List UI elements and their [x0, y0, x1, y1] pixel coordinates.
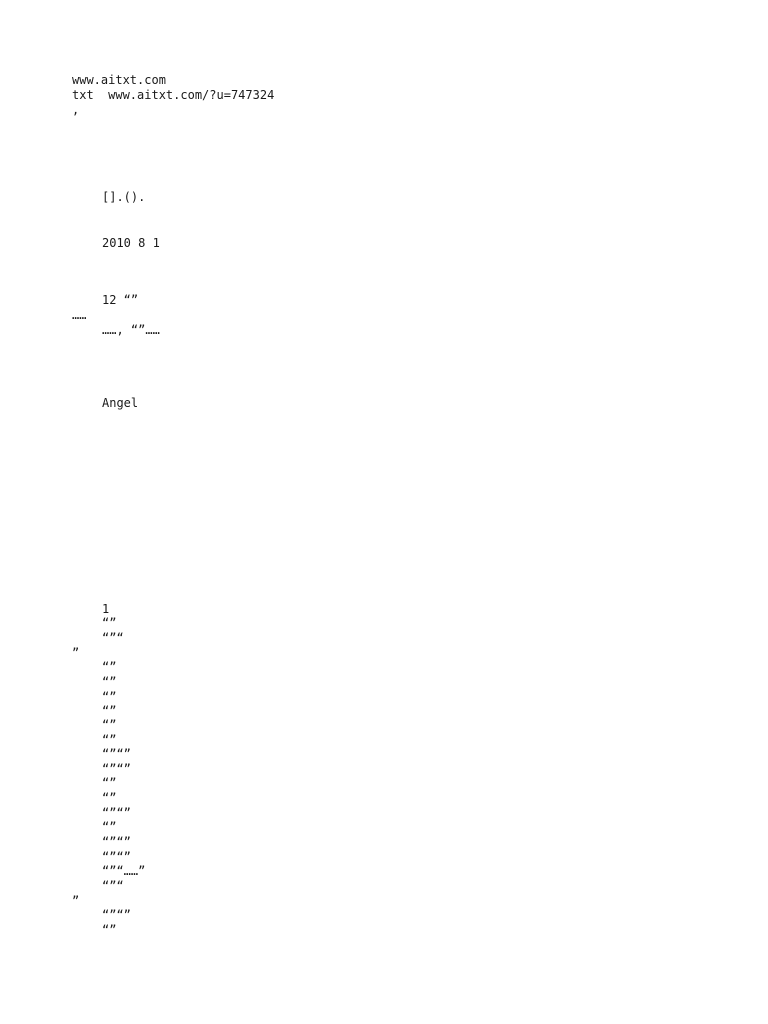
source-site-line: www.aitxt.com: [72, 73, 166, 87]
text-line: “”“”: [102, 835, 131, 849]
text-line: “”“”: [102, 850, 131, 864]
text-line: “”: [102, 791, 117, 805]
chapter-number: 1: [102, 602, 110, 616]
text-line: ”: [72, 894, 80, 908]
date-line: 2010 8 1: [102, 236, 160, 250]
character-name-angel: Angel: [102, 396, 139, 410]
text-line: “”: [102, 704, 117, 718]
text-line: “”“”: [102, 806, 131, 820]
text-line: “”“”: [102, 762, 131, 776]
text-line: “”“”: [102, 747, 131, 761]
text-line: “”: [102, 718, 117, 732]
text-line: “”“: [102, 631, 124, 645]
text-line: “”: [102, 616, 117, 630]
text-line: “”: [102, 660, 117, 674]
text-line: “”“: [102, 879, 124, 893]
text-line: “”: [102, 733, 117, 747]
text-line: “”“……”: [102, 864, 146, 878]
intro-paragraph-line-1: 12 “”: [102, 293, 139, 307]
text-line: “”“”: [102, 908, 131, 922]
text-line: “”: [102, 923, 117, 937]
text-line: “”: [102, 690, 117, 704]
text-line: “”: [102, 675, 117, 689]
text-line: ”: [72, 646, 80, 660]
intro-paragraph-line-2: ……: [72, 308, 87, 322]
notice-line: ,: [72, 103, 80, 117]
document-title: [].().: [102, 190, 146, 204]
text-line: “”: [102, 820, 117, 834]
text-line: “”: [102, 776, 117, 790]
source-url-line: txt www.aitxt.com/?u=747324: [72, 88, 275, 102]
intro-paragraph-line-3: ……, “”……: [102, 323, 160, 337]
